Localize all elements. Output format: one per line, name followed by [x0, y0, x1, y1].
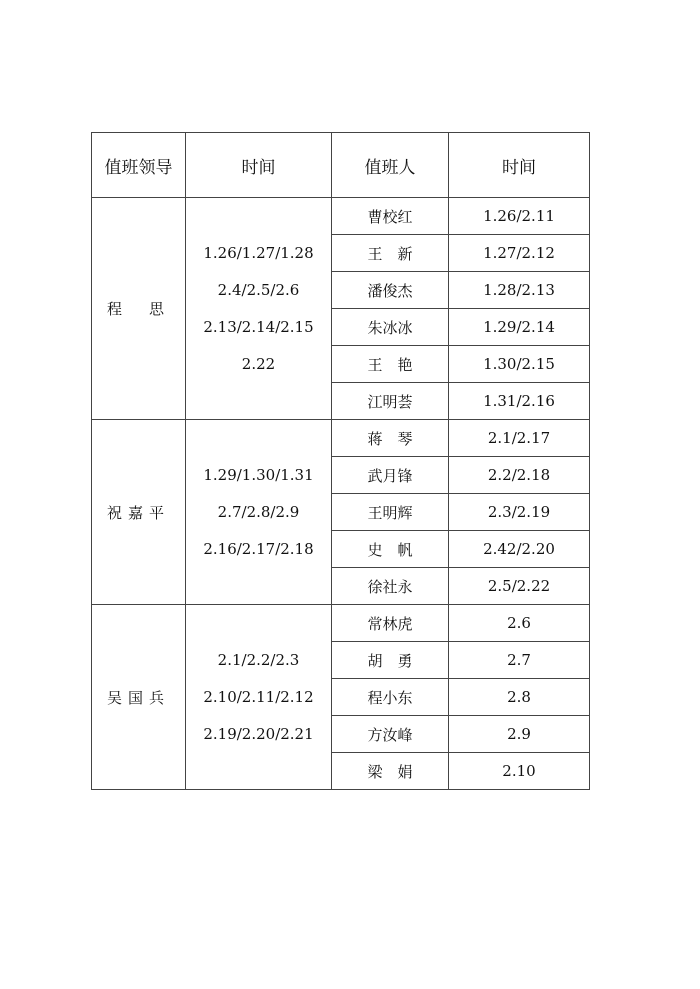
person-cell: 程小东	[332, 679, 449, 716]
leader-dates-cell	[186, 420, 332, 605]
leader-dates-cell	[186, 198, 332, 420]
person-time-cell: 2.9	[449, 716, 590, 753]
header-row	[92, 133, 590, 198]
table-row	[92, 420, 590, 457]
leader-date-line: 2.10/2.11/2.12	[203, 687, 314, 706]
person-time-cell: 1.28/2.13	[449, 272, 590, 309]
person-cell: 徐社永	[332, 568, 449, 605]
person-time-cell: 2.5/2.22	[449, 568, 590, 605]
header-leader-time: 时间	[186, 133, 332, 198]
leader-date-line: 2.22	[241, 354, 276, 373]
duty-roster-table	[91, 132, 590, 790]
person-time-cell: 2.42/2.20	[449, 531, 590, 568]
table-row	[92, 198, 590, 235]
leader-date-line: 2.7/2.8/2.9	[217, 502, 300, 521]
header-duty-person: 值班人	[332, 133, 449, 198]
person-cell: 武月锋	[332, 457, 449, 494]
person-cell: 蒋 琴	[332, 420, 449, 457]
person-time-cell: 1.31/2.16	[449, 383, 590, 420]
person-cell: 胡 勇	[332, 642, 449, 679]
table-row	[92, 605, 590, 642]
leader-cell: 吴国兵	[92, 605, 186, 790]
person-time-cell: 2.6	[449, 605, 590, 642]
person-time-cell: 2.8	[449, 679, 590, 716]
person-cell: 潘俊杰	[332, 272, 449, 309]
leader-date-line: 1.26/1.27/1.28	[203, 243, 314, 262]
person-time-cell: 2.10	[449, 753, 590, 790]
person-cell: 曹校红	[332, 198, 449, 235]
person-time-cell: 1.29/2.14	[449, 309, 590, 346]
leader-date-line: 2.13/2.14/2.15	[203, 317, 314, 336]
person-time-cell: 1.27/2.12	[449, 235, 590, 272]
leader-cell: 祝嘉平	[92, 420, 186, 605]
leader-date-line: 1.29/1.30/1.31	[203, 465, 314, 484]
person-cell: 史 帆	[332, 531, 449, 568]
person-time-cell: 2.3/2.19	[449, 494, 590, 531]
leader-date-line: 2.16/2.17/2.18	[203, 539, 314, 558]
person-time-cell: 1.30/2.15	[449, 346, 590, 383]
leader-date-line: 2.4/2.5/2.6	[217, 280, 300, 299]
leader-date-line: 2.19/2.20/2.21	[203, 724, 314, 743]
leader-dates-cell	[186, 605, 332, 790]
person-cell: 王 艳	[332, 346, 449, 383]
person-time-cell: 1.26/2.11	[449, 198, 590, 235]
person-cell: 江明荟	[332, 383, 449, 420]
person-cell: 王 新	[332, 235, 449, 272]
person-cell: 朱冰冰	[332, 309, 449, 346]
leader-date-line: 2.1/2.2/2.3	[217, 650, 300, 669]
person-cell: 常林虎	[332, 605, 449, 642]
leader-cell: 程 思	[92, 198, 186, 420]
person-time-cell: 2.2/2.18	[449, 457, 590, 494]
person-time-cell: 2.1/2.17	[449, 420, 590, 457]
person-cell: 梁 娟	[332, 753, 449, 790]
person-cell: 方汝峰	[332, 716, 449, 753]
header-person-time: 时间	[449, 133, 590, 198]
header-duty-leader: 值班领导	[92, 133, 186, 198]
person-time-cell: 2.7	[449, 642, 590, 679]
person-cell: 王明辉	[332, 494, 449, 531]
